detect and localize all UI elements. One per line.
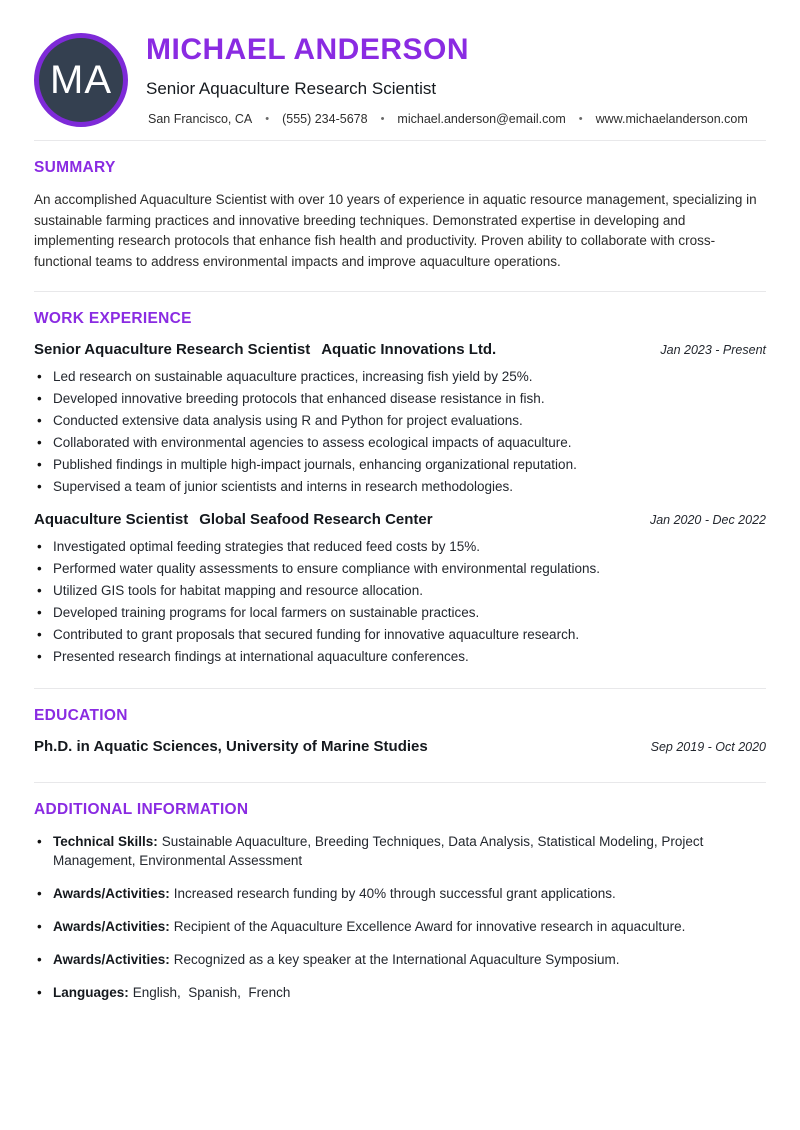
info-label: Awards/Activities: xyxy=(53,952,170,967)
education-date: Sep 2019 - Oct 2020 xyxy=(650,740,766,754)
education-degree: Ph.D. in Aquatic Sciences, University of Marine Studies xyxy=(34,738,428,755)
bullet-separator: • xyxy=(578,112,583,125)
section-education xyxy=(34,707,766,755)
contact-phone: (555) 234-5678 xyxy=(282,111,368,126)
bullet-item: • Performed water quality assessments to ensure compliance with environmental regulations. xyxy=(34,558,766,580)
entry-header xyxy=(34,341,766,358)
section-additional-information xyxy=(34,801,766,1002)
entry-bullet-list xyxy=(34,366,766,498)
bullet-item: • Published findings in multiple high-impact journals, enhancing organizational reputation. xyxy=(34,454,766,476)
bullet-item: • Supervised a team of junior scientists and interns in research methodologies. xyxy=(34,476,766,498)
additional-information-heading: ADDITIONAL INFORMATION xyxy=(34,801,249,818)
avatar-initials: MA xyxy=(50,58,112,102)
bullet-item: • Contributed to grant proposals that secured funding for innovative aquaculture research. xyxy=(34,624,766,646)
summary-text: An accomplished Aquaculture Scientist with over 10 years of experience in aquatic resource management, specializing in sustainable farming practices and innovative breeding techniques. Demonstrated expertise in developing and implementing research protocols that enhance fish health and productivity. Proven ability to collaborate with cross-functional teams to address environmental impacts and improve aquaculture operations. xyxy=(34,192,757,269)
info-item xyxy=(34,983,766,1002)
entry-company: Global Seafood Research Center xyxy=(199,511,433,528)
entry-date: Jan 2023 - Present xyxy=(660,343,766,357)
contact-location: San Francisco, CA xyxy=(148,111,253,126)
contact-email: michael.anderson@email.com xyxy=(397,111,566,126)
info-text: English, Spanish, French xyxy=(132,985,291,1000)
entry-header xyxy=(34,511,766,528)
entry-company: Aquatic Innovations Ltd. xyxy=(321,341,497,358)
contact-website: www.michaelanderson.com xyxy=(595,111,748,126)
info-item xyxy=(34,917,766,936)
info-item xyxy=(34,884,766,903)
info-item xyxy=(34,950,766,969)
education-heading: EDUCATION xyxy=(34,707,128,724)
summary-heading: SUMMARY xyxy=(34,159,116,176)
entry-date: Jan 2020 - Dec 2022 xyxy=(649,513,766,527)
resume-header xyxy=(34,33,766,127)
info-text: Increased research funding by 40% through successful grant applications. xyxy=(173,886,616,901)
bullet-item: • Presented research findings at international aquaculture conferences. xyxy=(34,646,766,668)
additional-information-list xyxy=(34,832,766,1002)
bullet-separator: • xyxy=(380,112,385,125)
section-divider xyxy=(34,782,766,783)
bullet-item: • Investigated optimal feeding strategies that reduced feed costs by 15%. xyxy=(34,536,766,558)
header-text xyxy=(146,34,766,126)
candidate-name: MICHAEL ANDERSON xyxy=(146,33,470,67)
avatar xyxy=(34,33,128,127)
experience-entry xyxy=(34,341,766,498)
info-label: Technical Skills: xyxy=(53,834,158,849)
entry-title: Aquaculture Scientist xyxy=(34,511,189,528)
education-entry xyxy=(34,738,766,755)
experience-entry xyxy=(34,511,766,668)
entry-bullet-list xyxy=(34,536,766,668)
info-label: Awards/Activities: xyxy=(53,919,170,934)
bullet-item: • Led research on sustainable aquaculture practices, increasing fish yield by 25%. xyxy=(34,366,766,388)
info-item xyxy=(34,832,766,870)
bullet-item: • Developed training programs for local farmers on sustainable practices. xyxy=(34,602,766,624)
info-text: Sustainable Aquaculture, Breeding Techniques, Data Analysis, Statistical Modeling, Project Management, Environmental Assessment xyxy=(53,834,704,868)
candidate-headline: Senior Aquaculture Research Scientist xyxy=(146,78,437,98)
info-label: Awards/Activities: xyxy=(53,886,170,901)
section-divider xyxy=(34,291,766,292)
section-divider xyxy=(34,140,766,141)
bullet-item: • Conducted extensive data analysis using R and Python for project evaluations. xyxy=(34,410,766,432)
info-label: Languages: xyxy=(53,985,129,1000)
info-text: Recognized as a key speaker at the International Aquaculture Symposium. xyxy=(173,952,620,967)
contact-row xyxy=(146,112,766,126)
experience-heading: WORK EXPERIENCE xyxy=(34,310,192,327)
bullet-item: • Developed innovative breeding protocols that enhanced disease resistance in fish. xyxy=(34,388,766,410)
bullet-separator: • xyxy=(265,112,270,125)
bullet-item: • Collaborated with environmental agencies to assess ecological impacts of aquaculture. xyxy=(34,432,766,454)
info-text: Recipient of the Aquaculture Excellence Award for innovative research in aquaculture. xyxy=(173,919,686,934)
section-experience xyxy=(34,310,766,668)
section-divider xyxy=(34,688,766,689)
bullet-item: • Utilized GIS tools for habitat mapping and resource allocation. xyxy=(34,580,766,602)
section-summary xyxy=(34,159,766,272)
entry-title: Senior Aquaculture Research Scientist xyxy=(34,341,311,358)
